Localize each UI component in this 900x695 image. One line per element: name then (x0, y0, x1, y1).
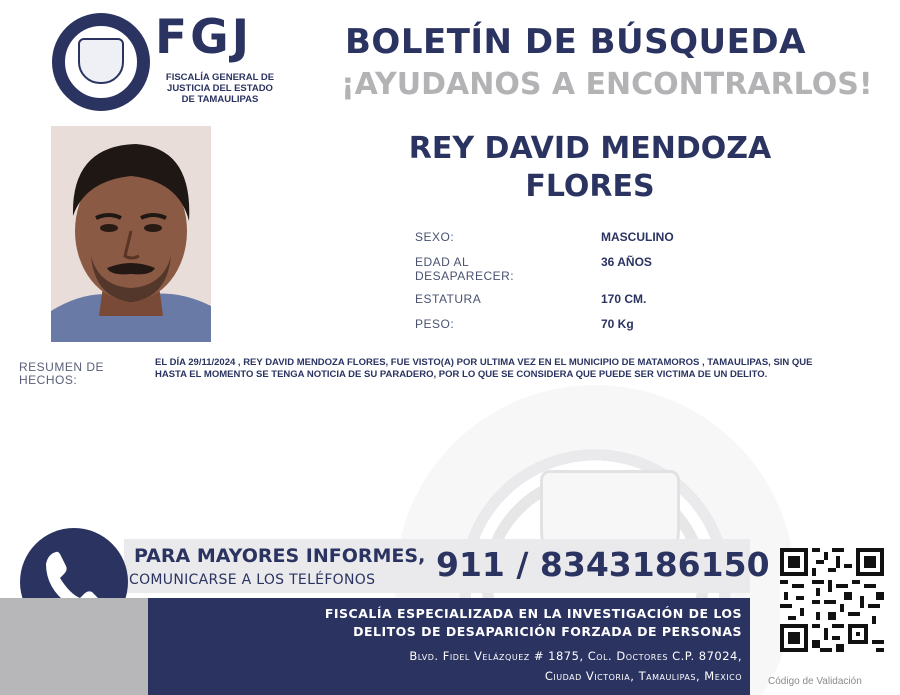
footer-gray-block (0, 598, 148, 695)
resumen-text: EL DÍA 29/11/2024 , REY DAVID MENDOZA FLORES, FUE VISTO(A) POR ULTIMA VEZ EN EL MUNICIPIO DE MATAMOROS , TAMAULIPAS, SIN QUE HASTA EL MOMENTO SE TENGA NOTICIA DE SU PARADERO, POR LO QUE SE CONSIDERA QUE PUEDE SER VICTIMA DE UN DELITO. (155, 357, 813, 380)
detail-value-sexo: MASCULINO (601, 230, 674, 244)
qr-code-icon[interactable] (780, 548, 884, 652)
contact-phone-number: 911 / 8343186150 (436, 545, 770, 584)
resumen-label: RESUMEN DE HECHOS: (19, 360, 105, 387)
detail-label-estatura: ESTATURA (415, 292, 482, 306)
detail-value-edad: 36 AÑOS (601, 255, 652, 269)
contact-line1: PARA MAYORES INFORMES, (134, 545, 426, 567)
coat-of-arms-icon (78, 38, 124, 84)
logo-acronym: FGJ (155, 10, 253, 65)
detail-label-edad: EDAD AL DESAPARECER: (415, 255, 515, 283)
fiscalia-name: FISCALÍA ESPECIALIZADA EN LA INVESTIGACIÓN DE LOS DELITOS DE DESAPARICIÓN FORZADA DE PERSONAS (324, 606, 742, 639)
detail-label-peso: PESO: (415, 317, 455, 331)
detail-value-estatura: 170 CM. (601, 292, 647, 306)
fiscalia-address: Blvd. Fidel Velázquez # 1875, Col. Doctores C.P. 87024, Ciudad Victoria, Tamaulipas, Mexico (409, 649, 742, 683)
qr-caption: Código de Validación (768, 676, 862, 687)
detail-value-peso: 70 Kg (601, 317, 634, 331)
bulletin-subtitle: ¡AYUDANOS A ENCONTRARLOS! (341, 67, 873, 102)
bulletin-title: BOLETÍN DE BÚSQUEDA (345, 22, 806, 62)
person-name: REY DAVID MENDOZA FLORES (408, 131, 772, 204)
contact-line2: COMUNICARSE A LOS TELÉFONOS (129, 572, 376, 588)
logo-subtitle: FISCALÍA GENERAL DE JUSTICIA DEL ESTADO DE TAMAULIPAS (165, 72, 275, 105)
detail-label-sexo: SEXO: (415, 230, 455, 244)
person-photo (51, 126, 211, 342)
